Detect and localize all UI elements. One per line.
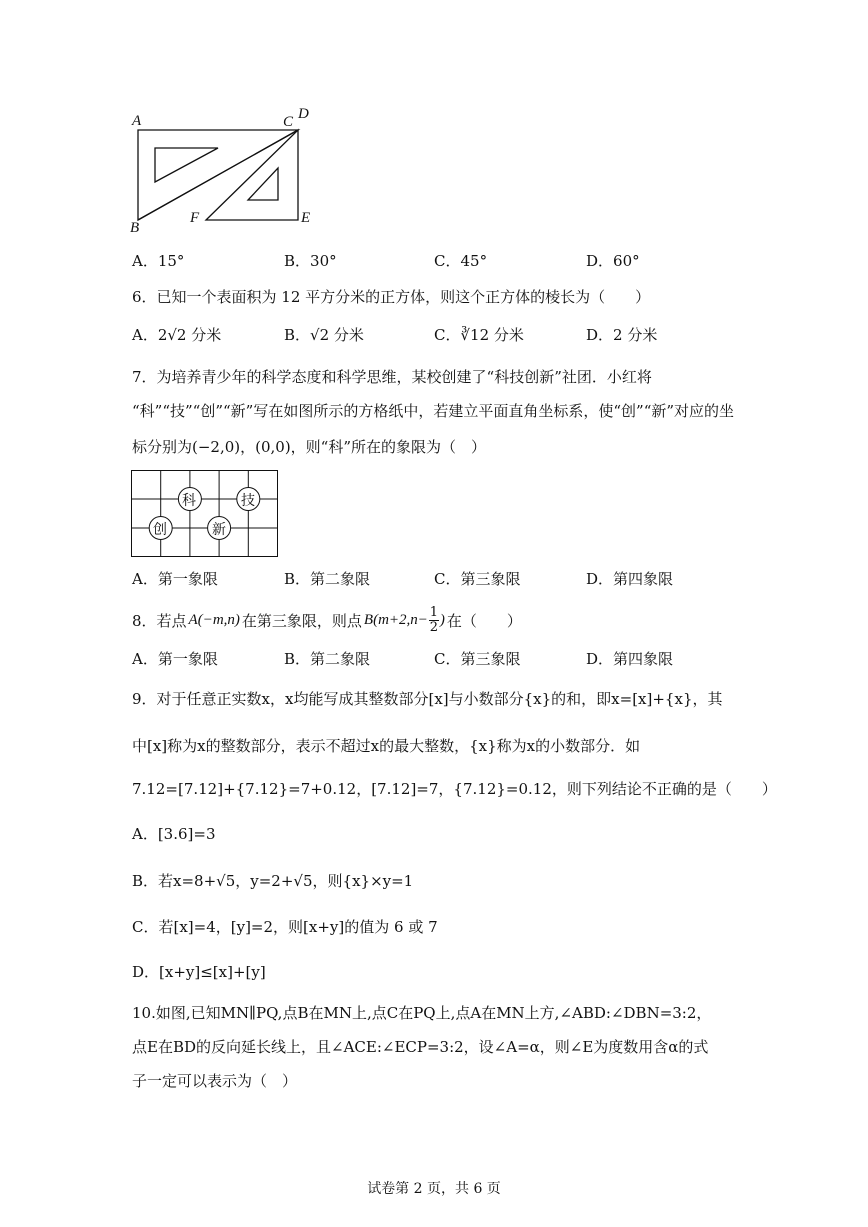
q5-option-a: A．15° [132,252,185,270]
q10-line-1: 10.如图,已知MN∥PQ,点B在MN上,点C在PQ上,点A在MN上方,∠ABD:∠DBN=3:2， [132,1004,712,1022]
grid-char-chuang: 创 [153,522,167,538]
q7-option-a: A．第一象限 [132,570,218,588]
q6-stem: 6．已知一个表面积为 12 平方分米的正方体，则这个正方体的棱长为（ ） [132,288,651,306]
q8-frac-den: 2 [429,619,439,635]
inner-triangle-1 [155,148,218,182]
q9-option-c: C．若[x]=4，[y]=2，则[x+y]的值为 6 或 7 [132,918,438,936]
label-c: C [283,114,294,130]
q8-point-b-prefix: B(m+2,n− [363,611,428,628]
inner-triangle-2 [248,168,278,200]
label-a: A [132,113,142,129]
label-d: D [298,106,309,122]
q7-line-2: “科”“技”“创”“新”写在如图所示的方格纸中，若建立平面直角坐标系，使“创”“新”对应的坐 [132,402,735,420]
label-f: F [190,210,200,226]
q7-option-c: C．第三象限 [434,570,521,588]
q5-option-b: B．30° [284,252,337,270]
q6-option-b: B．√2 分米 [284,326,364,344]
q8-fraction [429,606,439,635]
q8-point-a: A(−m,n) [188,611,240,628]
q7-line-3: 标分别为(−2,0)，(0,0)，则“科”所在的象限为（ ） [132,438,487,456]
q5-option-c: C．45° [434,252,488,270]
q6-option-d: D．2 分米 [586,326,658,344]
q8-option-a: A．第一象限 [132,650,218,668]
q9-line-1: 9．对于任意正实数x，x均能写成其整数部分[x]与小数部分{x}的和，即x=[x]+{x}，其 [132,690,723,708]
grid-char-ji: 技 [241,493,255,509]
q8-stem-b: 在第三象限，则点 [241,611,362,630]
label-e: E [301,210,311,226]
q8-point-b-suffix: ) [439,611,445,628]
q9-option-b: B．若x=8+√5，y=2+√5，则{x}×y=1 [132,872,414,890]
triangle-def [206,130,298,220]
q8-option-c: C．第三象限 [434,650,521,668]
q10-line-2: 点E在BD的反向延长线上，且∠ACE:∠ECP=3:2，设∠A=α，则∠E为度数用含α的式 [132,1038,709,1056]
q8-option-d: D．第四象限 [586,650,674,668]
q9-line-3: 7.12=[7.12]+{7.12}=7+0.12，[7.12]=7，{7.12}=0.12，则下列结论不正确的是（ ） [132,780,777,798]
grid-char-ke: 科 [182,493,196,509]
set-squares-figure [128,108,328,238]
q10-line-3: 子一定可以表示为（ ） [132,1072,298,1090]
q6-option-c: C．∛12 分米 [434,326,524,344]
q7-option-d: D．第四象限 [586,570,674,588]
page-footer: 试卷第 2 页，共 6 页 [367,1181,501,1197]
q7-option-b: B．第二象限 [284,570,371,588]
q8-stem-c: 在（ ） [446,611,522,630]
grid-char-xin: 新 [212,522,226,538]
q9-line-2: 中[x]称为x的整数部分，表示不超过x的最大整数，{x}称为x的小数部分．如 [132,737,641,755]
q5-option-d: D．60° [586,252,640,270]
label-b: B [130,220,140,236]
q9-option-a: A．[3.6]=3 [132,825,216,843]
q6-option-a: A．2√2 分米 [132,326,222,344]
q8-frac-num: 1 [429,604,439,620]
q8-stem [132,600,522,640]
q8-option-b: B．第二象限 [284,650,371,668]
q7-grid-figure [131,470,279,558]
q9-option-d: D．[x+y]≤[x]+[y] [132,963,266,981]
q8-stem-a: 8．若点 [132,611,187,630]
q7-line-1: 7．为培养青少年的科学态度和科学思维，某校创建了“科技创新”社团．小红将 [132,368,652,386]
